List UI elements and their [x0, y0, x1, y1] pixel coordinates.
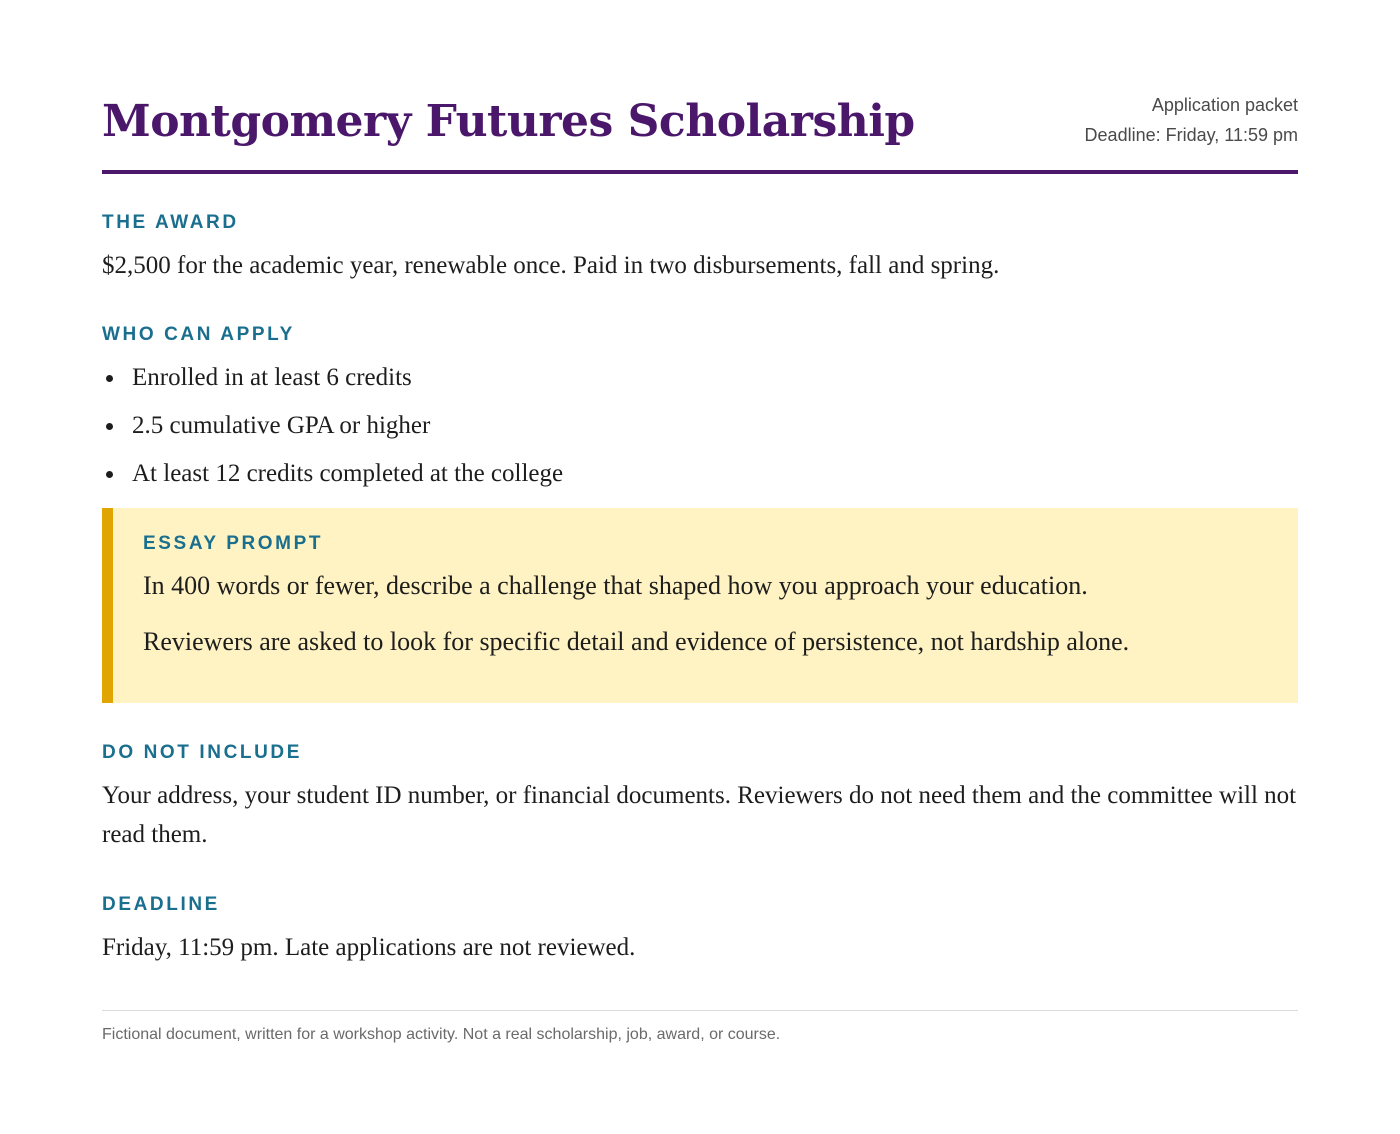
exclusions-text: Your address, your student ID number, or financial documents. Reviewers do not need them and the committee will not read them. [102, 782, 1297, 848]
essay-prompt-text: In 400 words or fewer, describe a challenge that shaped how you approach your education. [143, 571, 1088, 600]
packet-label: Application packet [1151, 95, 1298, 115]
document-header [102, 84, 1298, 174]
page-title: Montgomery Futures Scholarship [102, 96, 915, 147]
eligibility-list [102, 358, 563, 502]
footer-divider [102, 1010, 1298, 1011]
list-item: Enrolled in at least 6 credits [102, 358, 563, 406]
essay-prompt-callout [102, 508, 1298, 703]
deadline-text: Friday, 11:59 pm. Late applications are not reviewed. [102, 934, 636, 961]
list-item: 2.5 cumulative GPA or higher [102, 406, 563, 454]
exclusions-heading: DO NOT INCLUDE [102, 742, 303, 763]
list-item: At least 12 credits completed at the college [102, 454, 563, 502]
essay-reviewer-note: Reviewers are asked to look for specific detail and evidence of persistence, not hardship alone. [143, 627, 1130, 656]
eligibility-heading: WHO CAN APPLY [102, 324, 295, 345]
award-text: $2,500 for the academic year, renewable once. Paid in two disbursements, fall and spring. [102, 252, 1000, 279]
award-heading: THE AWARD [102, 212, 239, 233]
essay-heading: ESSAY PROMPT [143, 533, 324, 554]
header-deadline: Deadline: Friday, 11:59 pm [1084, 125, 1298, 145]
footer-note: Fictional document, written for a workshop activity. Not a real scholarship, job, award, or course. [102, 1026, 781, 1043]
deadline-heading: DEADLINE [102, 894, 220, 915]
header-meta [1085, 90, 1298, 150]
